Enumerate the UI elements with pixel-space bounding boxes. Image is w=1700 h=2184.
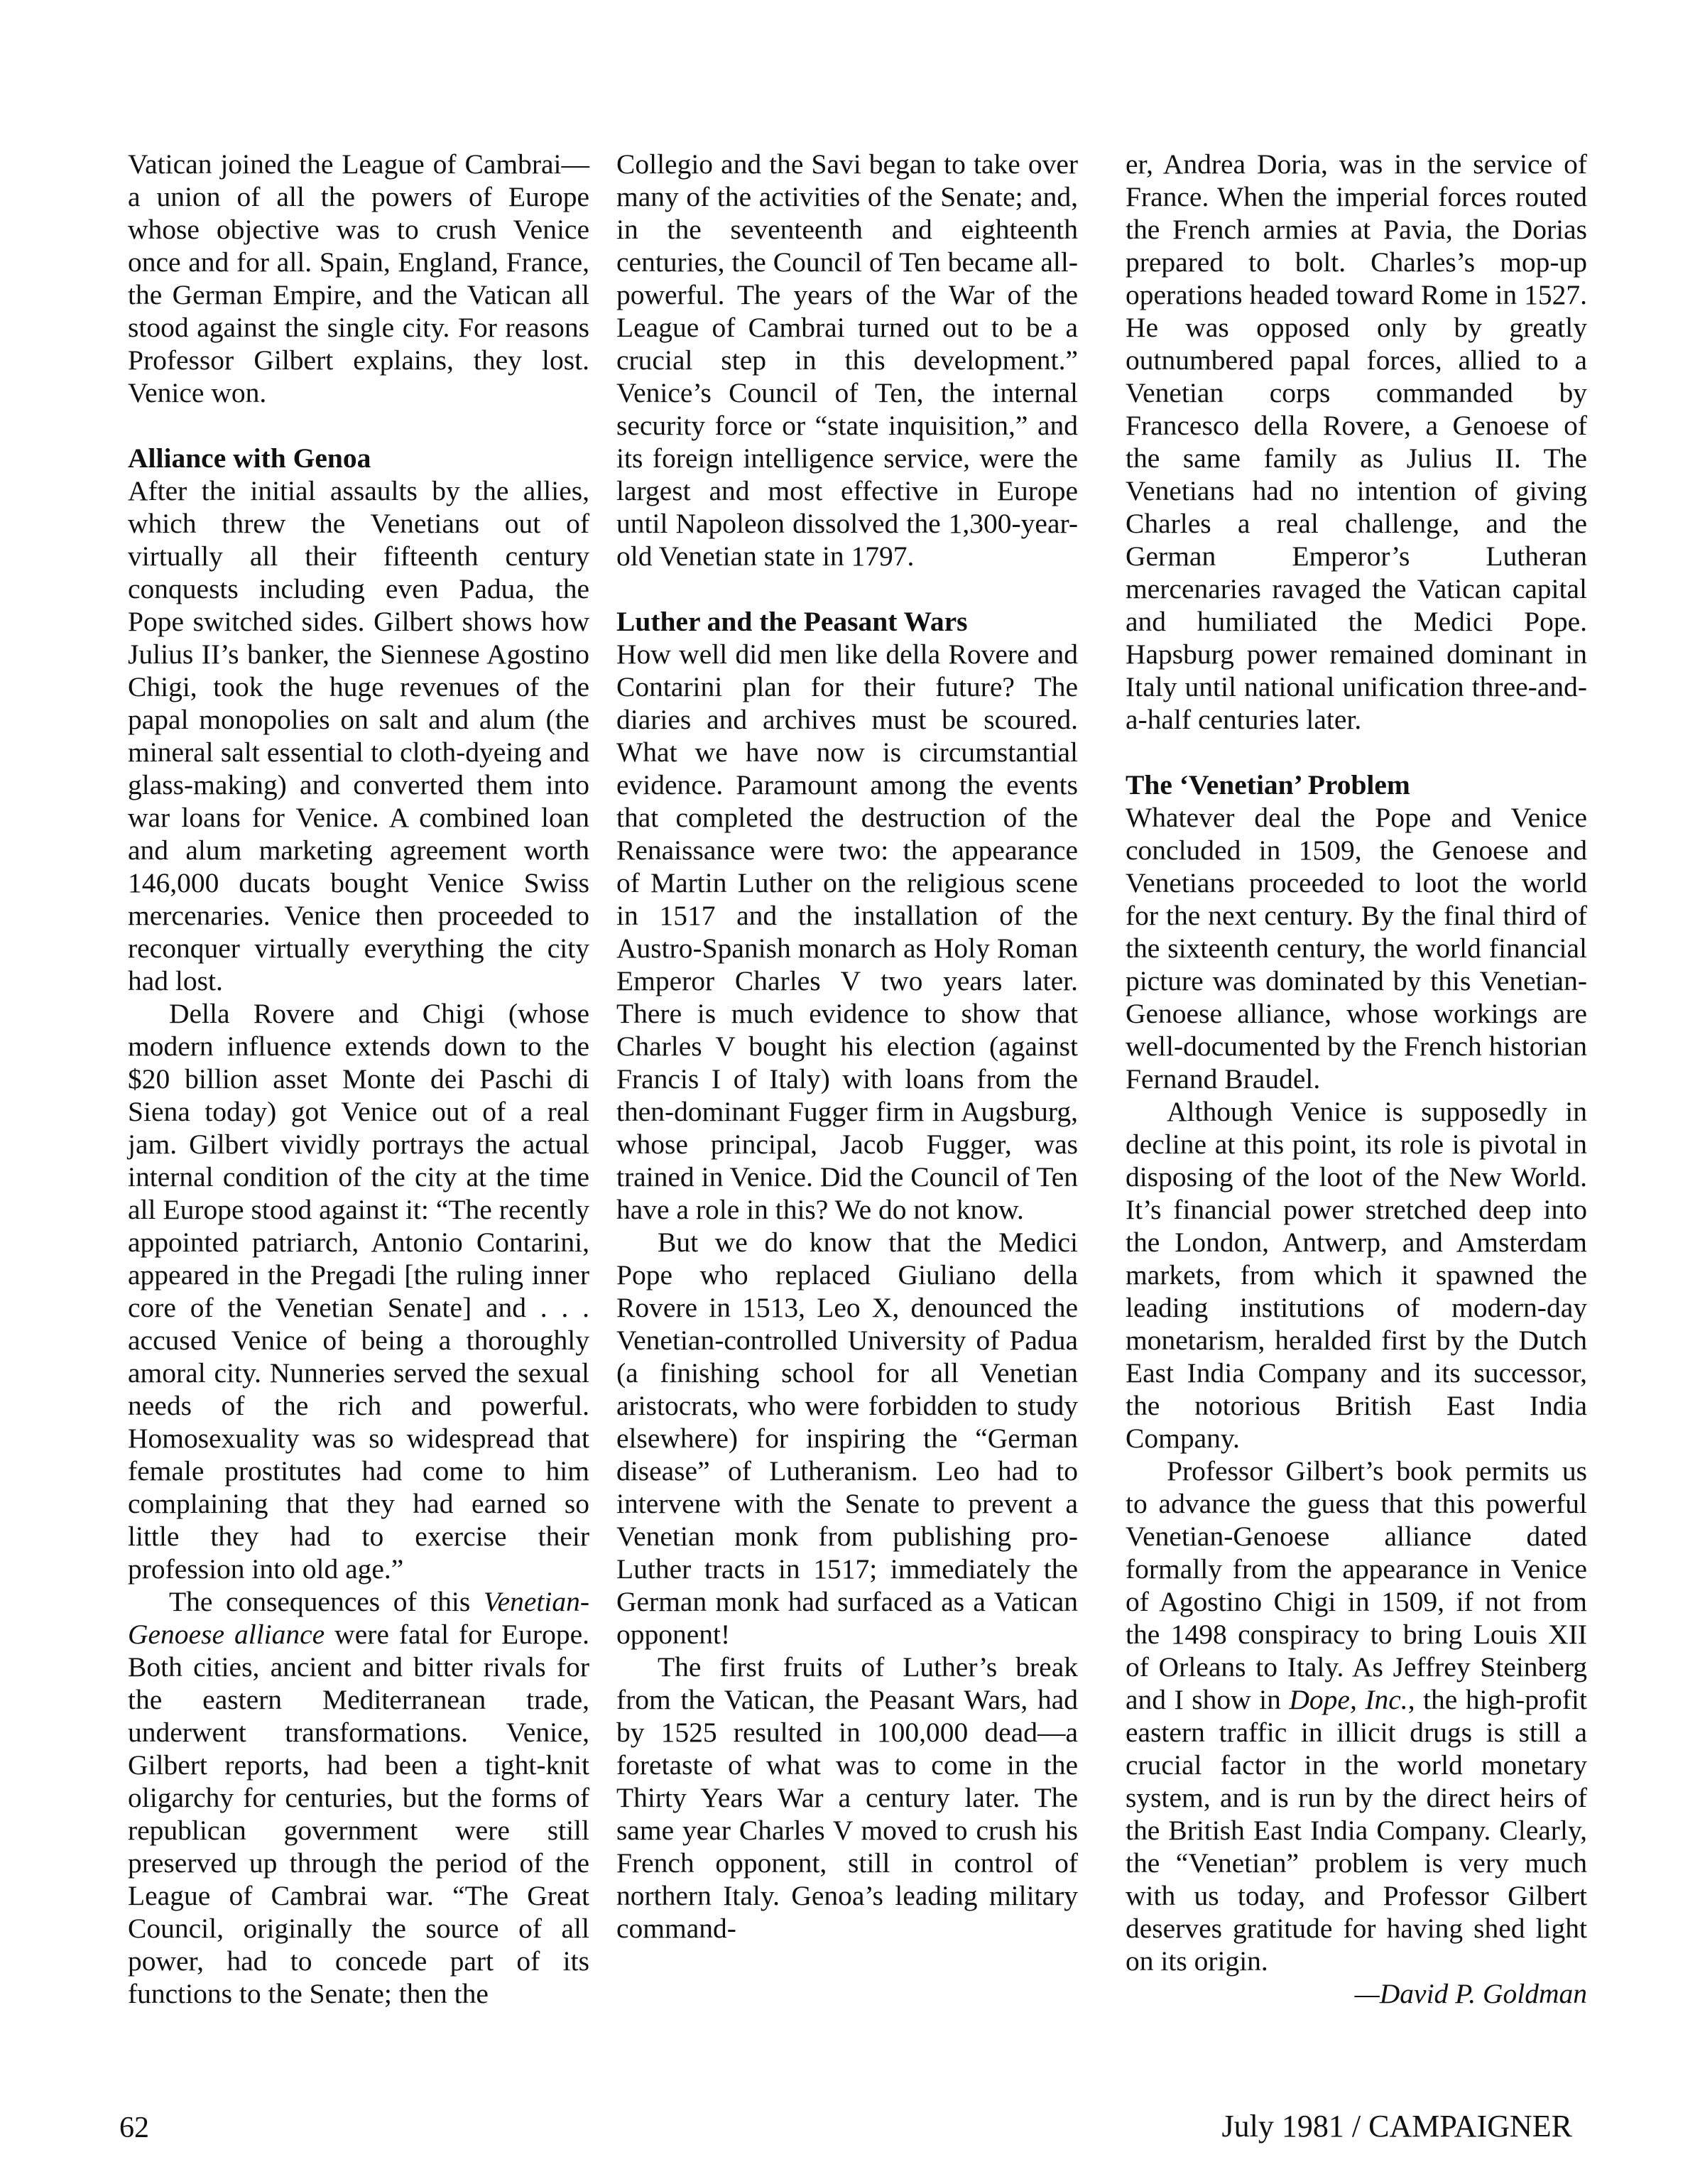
paragraph: Although Venice is supposedly in decline at this point, its role is pivotal in disposing of the loot of the New World. It’s financial power stretched deep into the London, Antwerp, and Amsterdam markets, from which it spawned the leading institutions of modern-day monetarism, heralded first by the Dutch East India Company and its successor, the notorious British East India Company.: [1126, 1096, 1587, 1454]
paragraph: Collegio and the Savi began to take over many of the activities of the Senate; and, in the seventeenth and eighteenth centuries, the Council of Ten became all-powerful. The years of the War of the League of Cambrai turned out to be a crucial step in this development.” Venice’s Council of Ten, the internal security force or “state inquisition,” and its foreign intelligence service, were the largest and most effective in Europe until Napoleon dissolved the 1,300-year-old Venetian state in 1797.: [616, 148, 1078, 572]
emphasis: Dope, Inc.: [1289, 1684, 1408, 1715]
article-column-3: [1126, 148, 1587, 2010]
section-heading-luther-and-the-peasant-wars: Luther and the Peasant Wars: [616, 606, 968, 637]
paragraph: [1126, 1455, 1587, 1977]
paragraph: Vatican joined the League of Cambrai—a union of all the powers of Europe whose objective was to crush Venice once and for all. Spain, England, France, the German Empire, and the Vatican all stood against the single city. For reasons Professor Gilbert explains, they lost. Venice won.: [128, 148, 589, 408]
paragraph: Whatever deal the Pope and Venice concluded in 1509, the Genoese and Venetians proceeded to loot the world for the next century. By the final third of the sixteenth century, the world financial picture was dominated by this Venetian-Genoese alliance, whose workings are well-documented by the French historian Fernand Braudel.: [1126, 802, 1587, 1094]
article-column-2: [616, 148, 1078, 1945]
article-column-1: [128, 148, 589, 2010]
text-run: , the high-profit eastern traffic in illicit drugs is still a crucial factor in the world monetary system, and is run by the direct heirs of the British East India Company. Clearly, the “Venetian” problem is very much with us today, and Professor Gilbert deserves gratitude for having shed light on its origin.: [1126, 1684, 1587, 1977]
paragraph: er, Andrea Doria, was in the service of France. When the imperial forces routed the French armies at Pavia, the Dorias prepared to bolt. Charles’s mop-up operations headed toward Rome in 1527. He was opposed only by greatly outnumbered papal forces, allied to a Venetian corps commanded by Francesco della Rovere, a Genoese of the same family as Julius II. The Venetians had no intention of giving Charles a real challenge, and the German Emperor’s Lutheran mercenaries ravaged the Vatican capital and humiliated the Medici Pope. Hapsburg power remained dominant in Italy until national unification three-and-a-half centuries later.: [1126, 148, 1587, 735]
page-number: 62: [119, 2112, 149, 2144]
paragraph: [128, 1585, 589, 2010]
author-signature: —David P. Goldman: [1354, 1978, 1587, 2009]
paragraph: How well did men like della Rovere and Contarini plan for their future? The diaries and archives must be scoured. What we have now is circumstantial evidence. Paramount among the events that completed the destruction of the Renaissance were two: the appearance of Martin Luther on the religious scene in 1517 and the installation of the Austro-Spanish monarch as Holy Roman Emperor Charles V two years later. There is much evidence to show that Charles V bought his election (against Francis I of Italy) with loans from the then-dominant Fugger firm in Augsburg, whose principal, Jacob Fugger, was trained in Venice. Did the Council of Ten have a role in this? We do not know.: [616, 639, 1078, 1225]
paragraph: But we do know that the Medici Pope who replaced Giuliano della Rovere in 1513, Leo X, denounced the Venetian-controlled University of Padua (a finishing school for all Venetian aristocrats, who were forbidden to study elsewhere) for inspiring the “German disease” of Lutheranism. Leo had to intervene with the Senate to prevent a Venetian monk from publishing pro-Luther tracts in 1517; immediately the German monk had surfaced as a Vatican opponent!: [616, 1227, 1078, 1650]
journal-footer: July 1981 / CAMPAIGNER: [1221, 2109, 1572, 2144]
paragraph: Della Rovere and Chigi (whose modern influence extends down to the $20 billion asset Monte dei Paschi di Siena today) got Venice out of a real jam. Gilbert vividly portrays the actual internal condition of the city at the time all Europe stood against it: “The recently appointed patriarch, Antonio Contarini, appeared in the Pregadi [the ruling inner core of the Venetian Senate] and . . . accused Venice of being a thoroughly amoral city. Nunneries served the sexual needs of the rich and powerful. Homosexuality was so widespread that female prostitutes had come to him complaining that they had earned so little they had to exercise their profession into old age.”: [128, 998, 589, 1585]
text-run: The consequences of this: [169, 1586, 484, 1617]
section-heading-alliance-with-genoa: Alliance with Genoa: [128, 442, 371, 474]
text-run: were fatal for Europe. Both cities, ancient and bitter rivals for the eastern Mediterranean trade, underwent transformations. Venice, Gilbert reports, had been a tight-knit oligarchy for centuries, but the forms of republican government were still preserved up through the period of the League of Cambrai war. “The Great Council, originally the source of all power, had to concede part of its functions to the Senate; then the: [128, 1619, 589, 2009]
emphasis: Venetian-Genoese alliance: [128, 1586, 589, 1650]
paragraph: The first fruits of Luther’s break from the Vatican, the Peasant Wars, had by 1525 resulted in 100,000 dead—a foretaste of what was to come in the Thirty Years War a century later. The same year Charles V moved to crush his French opponent, still in control of northern Italy. Genoa’s leading military command-: [616, 1651, 1078, 1944]
paragraph: After the initial assaults by the allies, which threw the Venetians out of virtually all their fifteenth century conquests including even Padua, the Pope switched sides. Gilbert shows how Julius II’s banker, the Siennese Agostino Chigi, took the huge revenues of the papal monopolies on salt and alum (the mineral salt essential to cloth-dyeing and glass-making) and converted them into war loans for Venice. A combined loan and alum marketing agreement worth 146,000 ducats bought Venice Swiss mercenaries. Venice then proceeded to reconquer virtually everything the city had lost.: [128, 475, 589, 996]
section-heading-venetian-problem: The ‘Venetian’ Problem: [1126, 769, 1410, 800]
text-run: Professor Gilbert’s book permits us to advance the guess that this powerful Venetian-Genoese alliance dated formally from the appearance in Venice of Agostino Chigi in 1509, if not from the 1498 conspiracy to bring Louis XII of Orleans to Italy. As Jeffrey Steinberg and I show in: [1126, 1455, 1587, 1715]
